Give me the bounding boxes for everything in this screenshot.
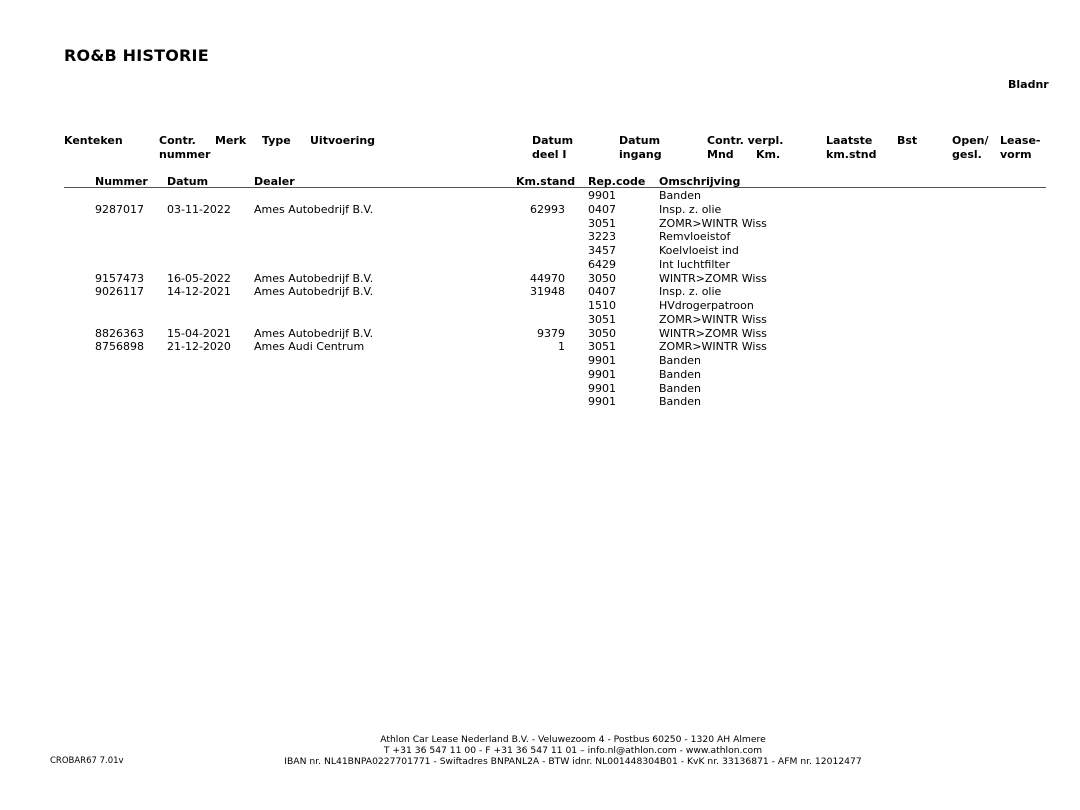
row-repcode: 9901 [588, 367, 616, 381]
row-kmstand: 1 [558, 340, 565, 354]
subheader-repcode: Rep.code [588, 175, 646, 188]
row-omschrijving: Banden [659, 189, 701, 202]
header-open-gesl [952, 134, 989, 161]
subheader-datum: Datum [167, 175, 209, 188]
subheader-nummer: Nummer [95, 175, 148, 188]
row-repcode: 3050 [588, 271, 616, 285]
row-omschrijving: Banden [659, 354, 701, 367]
row-nummer: 9157473 [95, 271, 144, 285]
row-omschrijving: Insp. z. olie [659, 202, 722, 216]
row-nummer: 8756898 [95, 340, 144, 354]
row-datum: 15-04-2021 [167, 326, 231, 340]
row-omschrijving: Banden [659, 395, 701, 409]
row-datum: 03-11-2022 [167, 202, 231, 216]
header-datum-ingang [619, 134, 662, 161]
row-omschrijving: ZOMR>WINTR Wiss [659, 340, 767, 354]
header-contr-line2: nummer [159, 147, 211, 161]
header-kenteken: Kenteken [64, 134, 123, 147]
header-datum-deel [532, 134, 573, 161]
row-nummer: 9287017 [95, 202, 144, 216]
row-omschrijving: Banden [659, 381, 701, 395]
form-code: CROBAR67 7.01v [50, 756, 124, 766]
header-bst: Bst [897, 134, 918, 147]
header-divider [64, 187, 1046, 188]
row-dealer: Ames Autobedrijf B.V. [254, 285, 374, 299]
subheader-dealer: Dealer [254, 175, 295, 188]
footer-address: Athlon Car Lease Nederland B.V. - Veluwezoom 4 - Postbus 60250 - 1320 AH Almere [380, 734, 766, 745]
header-laatste-line2: km.stnd [826, 147, 877, 161]
row-repcode: 9901 [588, 395, 616, 409]
row-repcode: 9901 [588, 354, 616, 367]
header-contr-line1: Contr. [159, 134, 196, 147]
row-repcode: 0407 [588, 285, 616, 299]
footer-registration: IBAN nr. NL41BNPA0227701771 - Swiftadres BNPANL2A - BTW idnr. NL001448304B01 - KvK nr. 33136871 - AFM nr. 12012477 [284, 756, 862, 767]
row-repcode: 9901 [588, 381, 616, 395]
header-datum-ingang-line2: ingang [619, 147, 662, 161]
header-datum-deel-line2: deel I [532, 147, 567, 161]
row-repcode: 3050 [588, 326, 616, 340]
row-nummer: 8826363 [95, 326, 144, 340]
row-omschrijving: Int luchtfilter [659, 257, 730, 271]
header-leasevorm-line2: vorm [1000, 147, 1032, 161]
row-kmstand: 44970 [530, 271, 565, 285]
header-leasevorm [1000, 134, 1040, 161]
row-omschrijving: ZOMR>WINTR Wiss [659, 312, 767, 326]
row-nummer: 9026117 [95, 285, 144, 299]
row-repcode: 0407 [588, 202, 616, 216]
row-dealer: Ames Autobedrijf B.V. [254, 271, 374, 285]
header-leasevorm-line1: Lease- [1000, 134, 1041, 147]
row-kmstand: 9379 [537, 326, 565, 340]
row-kmstand: 31948 [530, 285, 565, 299]
header-contr-verpl: Contr. verpl. [707, 134, 784, 147]
row-kmstand: 62993 [530, 202, 565, 216]
row-omschrijving: HVdrogerpatroon [659, 299, 754, 312]
row-datum: 16-05-2022 [167, 271, 231, 285]
row-repcode: 9901 [588, 189, 616, 202]
row-omschrijving: WINTR>ZOMR Wiss [659, 271, 767, 285]
header-open-line1: Open/ [952, 134, 989, 147]
header-uitvoering: Uitvoering [310, 134, 376, 147]
row-repcode: 3457 [588, 244, 616, 257]
header-laatste-kmstnd [826, 134, 876, 161]
header-mnd: Mnd [707, 147, 734, 161]
row-omschrijving: WINTR>ZOMR Wiss [659, 326, 767, 340]
footer-contact: T +31 36 547 11 00 - F +31 36 547 11 01 – info.nl@athlon.com - www.athlon.com [383, 745, 763, 756]
header-datum-deel-line1: Datum [532, 134, 574, 147]
row-dealer: Ames Autobedrijf B.V. [254, 202, 374, 216]
subheader-omschrijving: Omschrijving [659, 175, 741, 188]
row-omschrijving: Insp. z. olie [659, 285, 722, 299]
row-repcode: 3051 [588, 340, 616, 354]
row-repcode: 3051 [588, 216, 616, 230]
header-datum-ingang-line1: Datum [619, 134, 661, 147]
row-omschrijving: ZOMR>WINTR Wiss [659, 216, 767, 230]
subheader-kmstand: Km.stand [516, 175, 576, 188]
row-dealer: Ames Autobedrijf B.V. [254, 326, 374, 340]
header-km: Km. [756, 147, 781, 161]
row-omschrijving: Banden [659, 367, 701, 381]
header-laatste-line1: Laatste [826, 134, 873, 147]
row-omschrijving: Koelvloeist ind [659, 244, 739, 257]
row-repcode: 1510 [588, 299, 616, 312]
header-type: Type [262, 134, 291, 147]
row-dealer: Ames Audi Centrum [254, 340, 365, 354]
page-title: RO&B HISTORIE [64, 46, 209, 65]
row-repcode: 3051 [588, 312, 616, 326]
row-datum: 21-12-2020 [167, 340, 231, 354]
header-merk: Merk [215, 134, 247, 147]
row-datum: 14-12-2021 [167, 285, 231, 299]
header-contr-nummer [159, 134, 210, 161]
header-open-line2: gesl. [952, 147, 982, 161]
row-omschrijving: Remvloeistof [659, 230, 731, 244]
row-repcode: 6429 [588, 257, 616, 271]
row-repcode: 3223 [588, 230, 616, 244]
bladnr-label: Bladnr [1008, 78, 1049, 91]
